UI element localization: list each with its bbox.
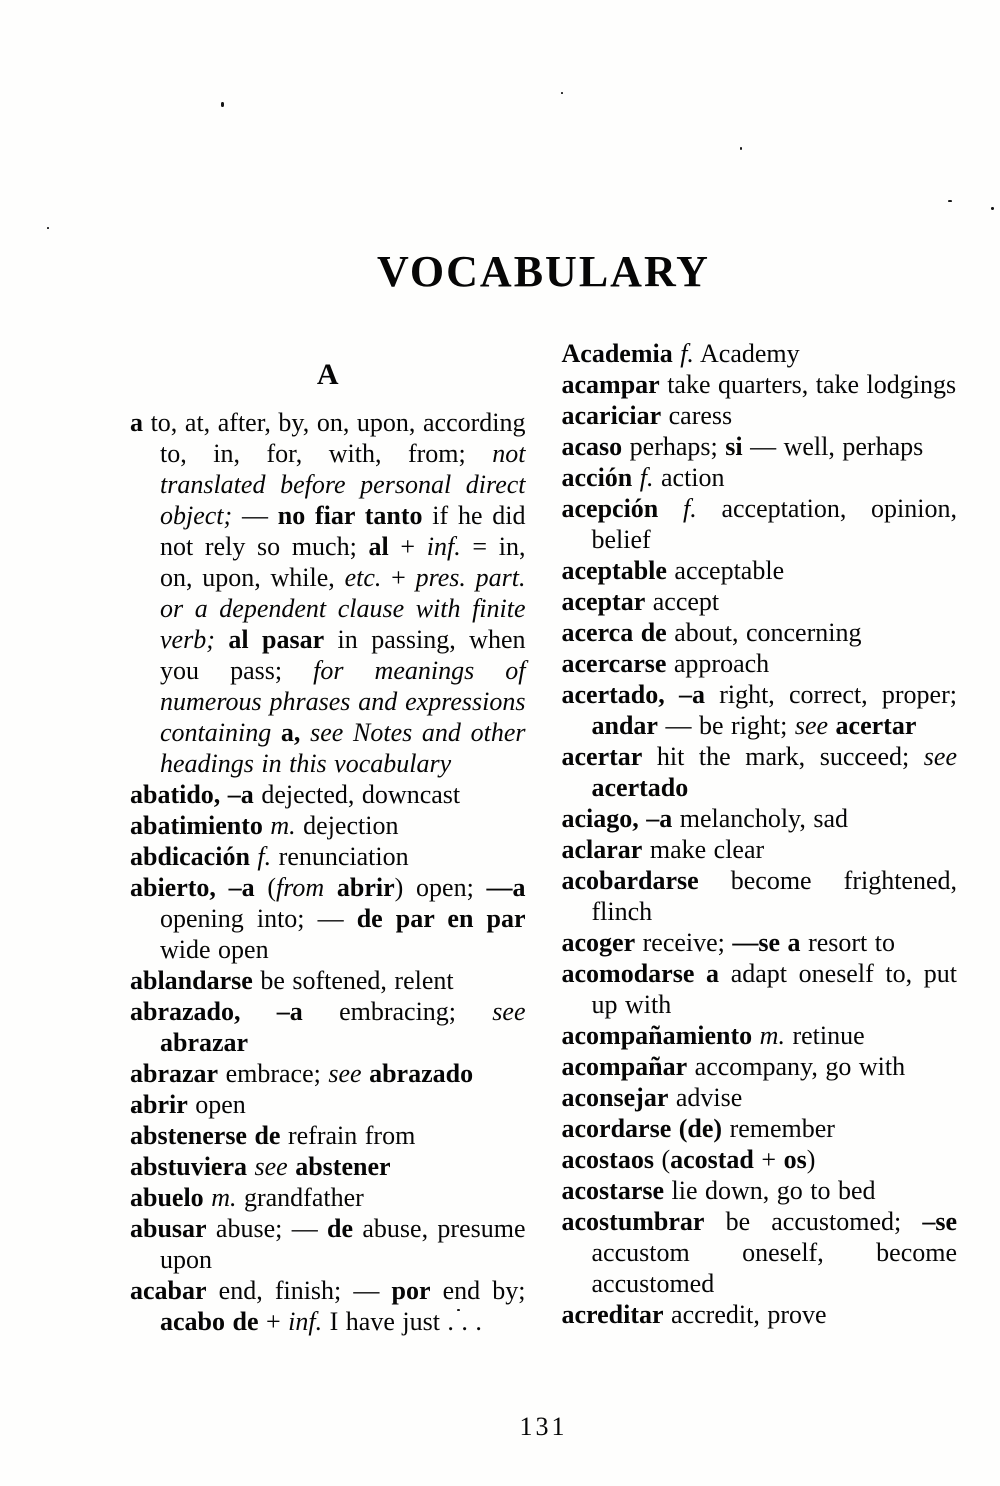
dictionary-entry: a to, at, after, by, on, upon, according to, in, for, with, from; not translated before personal direct object; — no fiar tanto if he did not rely so much; al + inf. = in, on, upon, while, etc. + pres. part. or a dependent clause with finite verb; al pasar in passing, when you pass; for meanings of numerous phrases and expressions containing a, see Notes and other headings in this vocabulary [130, 408, 526, 778]
dictionary-entry: abuelo m. grandfather [130, 1183, 364, 1212]
dictionary-entry: abstenerse de refrain from [130, 1121, 416, 1150]
scan-speck [221, 102, 224, 107]
dictionary-entry: abatimiento m. dejection [130, 811, 399, 840]
dictionary-entry: acabar end, finish; — por end by; acabo de + inf. I have just . . . [130, 1276, 526, 1336]
scan-speck [47, 227, 49, 229]
scan-speck [561, 92, 563, 94]
scan-speck [991, 207, 994, 210]
right-column [562, 338, 958, 1337]
dictionary-entry: abatido, –a dejected, downcast [130, 780, 461, 809]
left-column [130, 338, 526, 1337]
dictionary-entry: abrazar embrace; see abrazado [130, 1059, 474, 1088]
dictionary-entry: abrir open [130, 1090, 246, 1119]
dictionary-entry: acertar hit the mark, succeed; see acertado [561, 742, 957, 802]
dictionary-entry: aciago, –a melancholy, sad [561, 804, 849, 833]
dictionary-entry: acoger receive; —se a resort to [561, 928, 895, 957]
dictionary-entry: Academia f. Academy [561, 339, 800, 368]
scan-speck [740, 147, 742, 150]
dictionary-entry: acostaos (acostad + os) [561, 1145, 816, 1174]
dictionary-entry: aceptar accept [561, 587, 720, 616]
text-columns [130, 338, 957, 1337]
dictionary-entry: acariciar caress [561, 401, 733, 430]
dictionary-entry: acompañamiento m. retinue [561, 1021, 865, 1050]
left-column-entries [130, 407, 526, 1337]
dictionary-entry: abstuviera see abstener [130, 1152, 391, 1181]
dictionary-entry: acción f. action [561, 463, 725, 492]
dictionary-entry: acampar take quarters, take lodgings [561, 370, 957, 399]
dictionary-entry: aceptable acceptable [561, 556, 785, 585]
dictionary-entry: acercarse approach [561, 649, 770, 678]
dictionary-entry: acomodarse a adapt oneself to, put up with [561, 959, 957, 1019]
page-title: VOCABULARY [377, 247, 710, 296]
dictionary-entry: abrazado, –a embracing; see abrazar [130, 997, 526, 1057]
dictionary-entry: abierto, –a (from abrir) open; —a opening into; — de par en par wide open [130, 873, 526, 964]
dictionary-entry: acepción f. acceptation, opinion, belief [561, 494, 958, 554]
right-column-entries [562, 338, 958, 1330]
dictionary-entry: aconsejar advise [561, 1083, 743, 1112]
dictionary-entry: acobardarse become frightened, flinch [561, 866, 957, 926]
dictionary-entry: aclarar make clear [561, 835, 765, 864]
dictionary-entry: abusar abuse; — de abuse, presume upon [130, 1214, 526, 1274]
scan-speck [948, 200, 952, 202]
dictionary-entry: acostumbrar be accustomed; –se accustom oneself, become accustomed [561, 1207, 957, 1298]
dictionary-entry: acostarse lie down, go to bed [561, 1176, 876, 1205]
dictionary-entry: acompañar accompany, go with [561, 1052, 906, 1081]
section-heading-a: A [316, 358, 339, 391]
dictionary-entry: abdicación f. renunciation [130, 842, 409, 871]
page-number: 131 [519, 1412, 568, 1441]
dictionary-entry: acreditar accredit, prove [561, 1300, 827, 1329]
dictionary-entry: acerca de about, concerning [561, 618, 862, 647]
dictionary-entry: acaso perhaps; si — well, perhaps [561, 432, 924, 461]
dictionary-entry: acertado, –a right, correct, proper; andar — be right; see acertar [561, 680, 957, 740]
dictionary-entry: acordarse (de) remember [561, 1114, 835, 1143]
dictionary-entry: ablandarse be softened, relent [130, 966, 454, 995]
